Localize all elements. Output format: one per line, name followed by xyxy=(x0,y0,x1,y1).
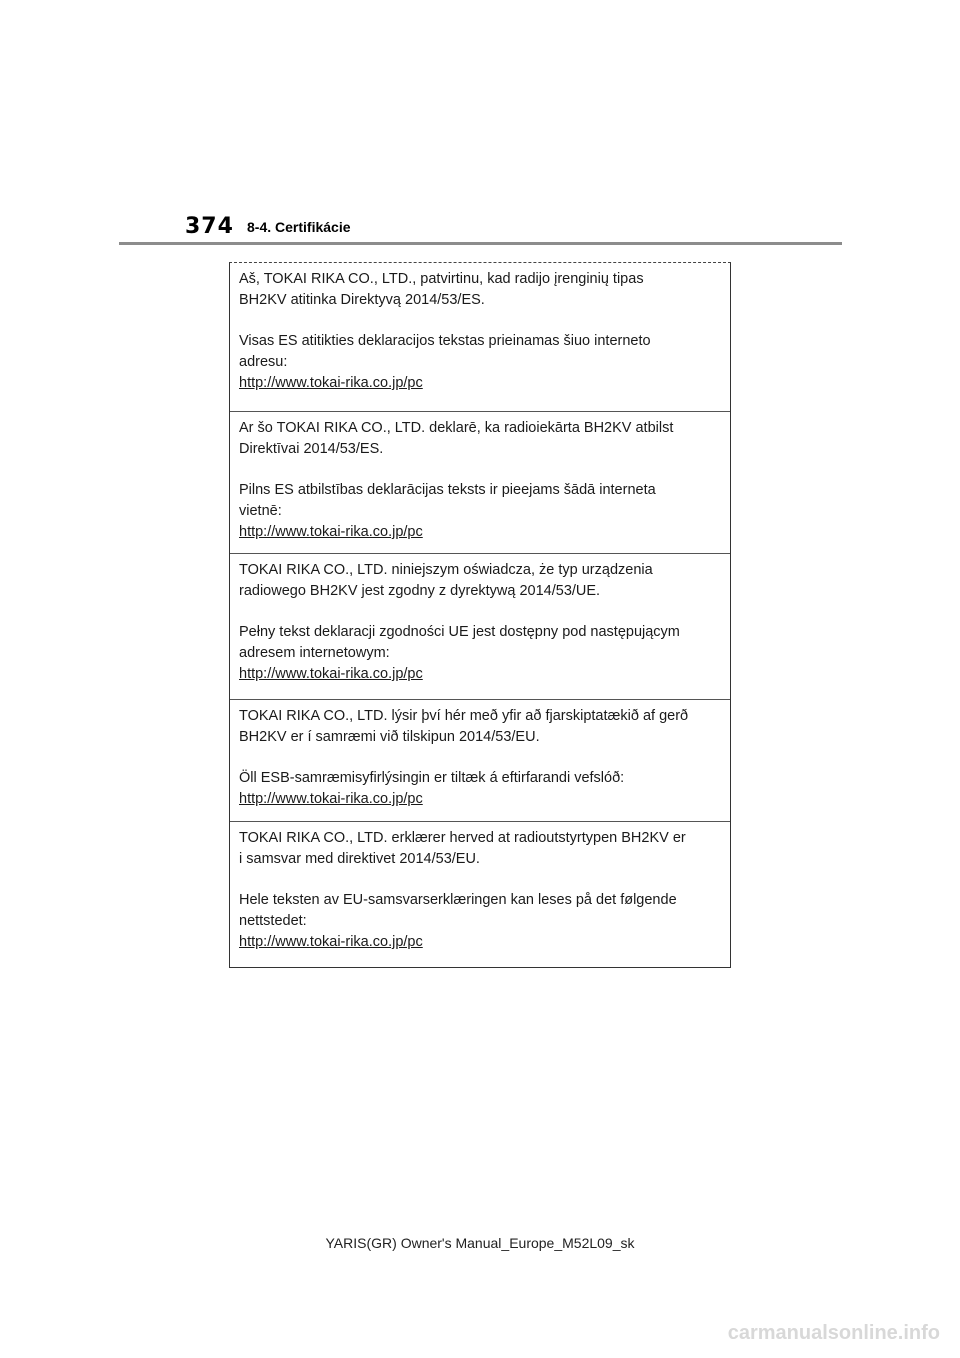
cert-availability-line: adresem internetowym: xyxy=(239,645,390,661)
cert-statement-line: Aš, TOKAI RIKA CO., LTD., patvirtinu, kad radijo įrenginių tipas xyxy=(239,271,644,287)
watermark: carmanualsonline.info xyxy=(727,1322,940,1344)
cert-url-link[interactable]: http://www.tokai-rika.co.jp/pc xyxy=(239,375,423,391)
cert-availability-line: vietnē: xyxy=(239,503,282,519)
cert-availability-line: Pełny tekst deklaracji zgodności UE jest dostępny pod następującym xyxy=(239,624,680,640)
cert-block-polish xyxy=(230,553,730,699)
cert-url-link[interactable]: http://www.tokai-rika.co.jp/pc xyxy=(239,934,423,950)
cert-statement-line: BH2KV atitinka Direktyvą 2014/53/ES. xyxy=(239,292,485,308)
cert-availability-line: Hele teksten av EU-samsvarserklæringen kan leses på det følgende xyxy=(239,892,677,908)
cert-statement-line: Direktīvai 2014/53/ES. xyxy=(239,441,384,457)
cert-statement-line: i samsvar med direktivet 2014/53/EU. xyxy=(239,851,480,867)
certification-box xyxy=(229,262,731,968)
cert-url-link[interactable]: http://www.tokai-rika.co.jp/pc xyxy=(239,524,423,540)
cert-block-norwegian xyxy=(230,821,730,967)
cert-block-latvian xyxy=(230,411,730,553)
cert-url-link[interactable]: http://www.tokai-rika.co.jp/pc xyxy=(239,666,423,682)
cert-statement-line: radiowego BH2KV jest zgodny z dyrektywą 2014/53/UE. xyxy=(239,583,601,599)
cert-availability-line: Pilns ES atbilstības deklarācijas teksts ir pieejams šādā interneta xyxy=(239,482,656,498)
cert-url-link[interactable]: http://www.tokai-rika.co.jp/pc xyxy=(239,791,423,807)
cert-statement-line: TOKAI RIKA CO., LTD. lýsir því hér með yfir að fjarskiptatækið af gerð xyxy=(239,708,689,724)
cert-availability-line: adresu: xyxy=(239,354,288,370)
cert-availability-line: nettstedet: xyxy=(239,913,307,929)
cert-statement-line: TOKAI RIKA CO., LTD. niniejszym oświadcza, że typ urządzenia xyxy=(239,562,653,578)
cert-availability-line: Öll ESB-samræmisyfirlýsingin er tiltæk á eftirfarandi vefslóð: xyxy=(239,770,625,786)
footer-manual-id: YARIS(GR) Owner's Manual_Europe_M52L09_sk xyxy=(325,1235,635,1251)
cert-block-lithuanian xyxy=(230,263,730,400)
cert-statement-line: TOKAI RIKA CO., LTD. erklærer herved at radioutstyrtypen BH2KV er xyxy=(239,830,686,846)
cert-block-icelandic xyxy=(230,699,730,821)
header-rule xyxy=(119,242,842,245)
cert-statement-line: BH2KV er í samræmi við tilskipun 2014/53/EU. xyxy=(239,729,540,745)
page-number: 374 xyxy=(185,214,234,239)
cert-availability-line: Visas ES atitikties deklaracijos tekstas prieinamas šiuo interneto xyxy=(239,333,651,349)
section-title: 8-4. Certifikácie xyxy=(247,219,351,235)
cert-statement-line: Ar šo TOKAI RIKA CO., LTD. deklarē, ka radioiekārta BH2KV atbilst xyxy=(239,420,674,436)
